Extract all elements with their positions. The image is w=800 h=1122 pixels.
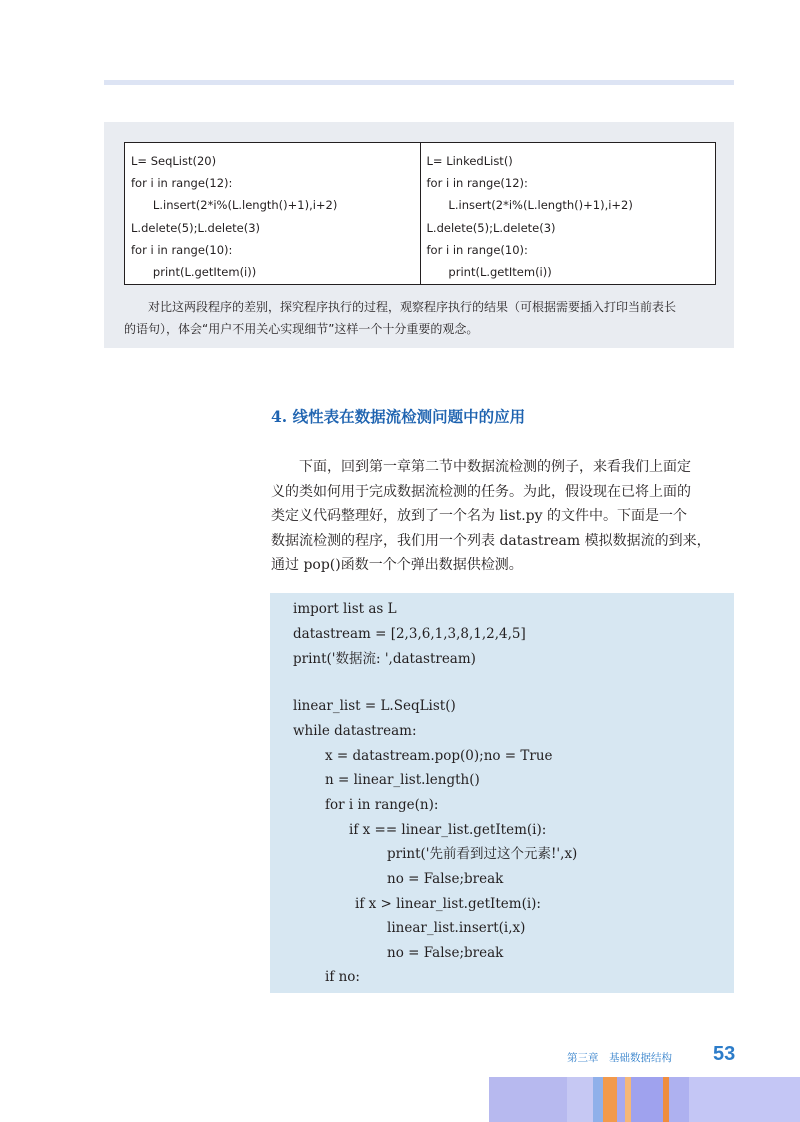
code-line: n = linear_list.length()	[325, 772, 480, 788]
code-line: print('数据流: ',datastream)	[293, 651, 476, 667]
paragraph-line: 义的类如何用于完成数据流检测的任务。为此，假设现在已将上面的	[271, 483, 691, 500]
compare-line: for i in range(12):	[131, 176, 233, 191]
compare-line: L.insert(2*i%(L.length()+1),i+2)	[426, 198, 633, 213]
paragraph-line: 下面，回到第一章第二节中数据流检测的例子，来看我们上面定	[299, 459, 691, 475]
code-comparison-table	[124, 142, 716, 285]
compare-line: L= SeqList(20)	[131, 154, 217, 168]
paragraph-line: 类定义代码整理好，放到了一个名为 list.py 的文件中。下面是一个	[271, 508, 687, 525]
compare-line: L.delete(5);L.delete(3)	[131, 220, 261, 235]
compare-line: print(L.getItem(i))	[426, 264, 552, 279]
band-segment	[567, 1077, 593, 1122]
footer-chapter-title: 第三章 基础数据结构	[567, 1052, 672, 1064]
band-segment	[669, 1077, 689, 1122]
code-listing	[270, 593, 734, 993]
band-segment	[593, 1077, 603, 1122]
code-line: no = False;break	[387, 871, 504, 887]
code-line: no = False;break	[387, 945, 504, 961]
compare-line: L.delete(5);L.delete(3)	[426, 220, 556, 235]
band-segment	[489, 1077, 567, 1122]
compare-line: L= LinkedList()	[426, 154, 513, 168]
compare-line: print(L.getItem(i))	[131, 264, 257, 279]
paragraph-line: 通过 pop()函数一个个弹出数据供检测。	[271, 557, 523, 574]
compare-line: for i in range(12):	[426, 176, 528, 191]
code-line: datastream = [2,3,6,1,3,8,1,2,4,5]	[293, 626, 526, 642]
seqlist-code-column	[125, 143, 420, 284]
page-number: 53	[713, 1043, 736, 1065]
compare-line: for i in range(10):	[131, 242, 233, 257]
code-line: if x == linear_list.getItem(i):	[349, 822, 547, 838]
compare-line: for i in range(10):	[426, 242, 528, 257]
exercise-text-line: 的语句），体会“用户不用关心实现细节”这样一个十分重要的观念。	[124, 322, 479, 336]
band-segment	[689, 1077, 800, 1122]
paragraph-line: 数据流检测的程序，我们用一个列表 datastream 模拟数据流的到来，	[271, 532, 711, 549]
exercise-text-line: 对比这两段程序的差别，探究程序执行的过程，观察程序执行的结果（可根据需要插入打印当前表长	[148, 300, 677, 314]
code-line: if x > linear_list.getItem(i):	[355, 896, 541, 912]
top-rule	[104, 80, 734, 85]
code-line: x = datastream.pop(0);no = True	[325, 748, 553, 764]
exercise-instructions	[124, 296, 724, 340]
body-paragraph	[271, 455, 739, 578]
linkedlist-code-column	[420, 143, 716, 284]
code-line: if no:	[325, 969, 360, 985]
code-line: for i in range(n):	[325, 797, 439, 813]
band-segment	[631, 1077, 663, 1122]
code-line: linear_list.insert(i,x)	[387, 920, 526, 936]
band-segment	[617, 1077, 625, 1122]
code-line: linear_list = L.SeqList()	[293, 698, 456, 714]
compare-line: L.insert(2*i%(L.length()+1),i+2)	[131, 198, 338, 213]
code-line: while datastream:	[293, 723, 417, 739]
code-line: print('先前看到过这个元素!',x)	[387, 846, 578, 862]
band-segment	[603, 1077, 617, 1122]
footer-color-band	[489, 1077, 800, 1122]
code-line: import list as L	[293, 601, 397, 617]
section-heading: 4. 线性表在数据流检测问题中的应用	[271, 407, 526, 426]
